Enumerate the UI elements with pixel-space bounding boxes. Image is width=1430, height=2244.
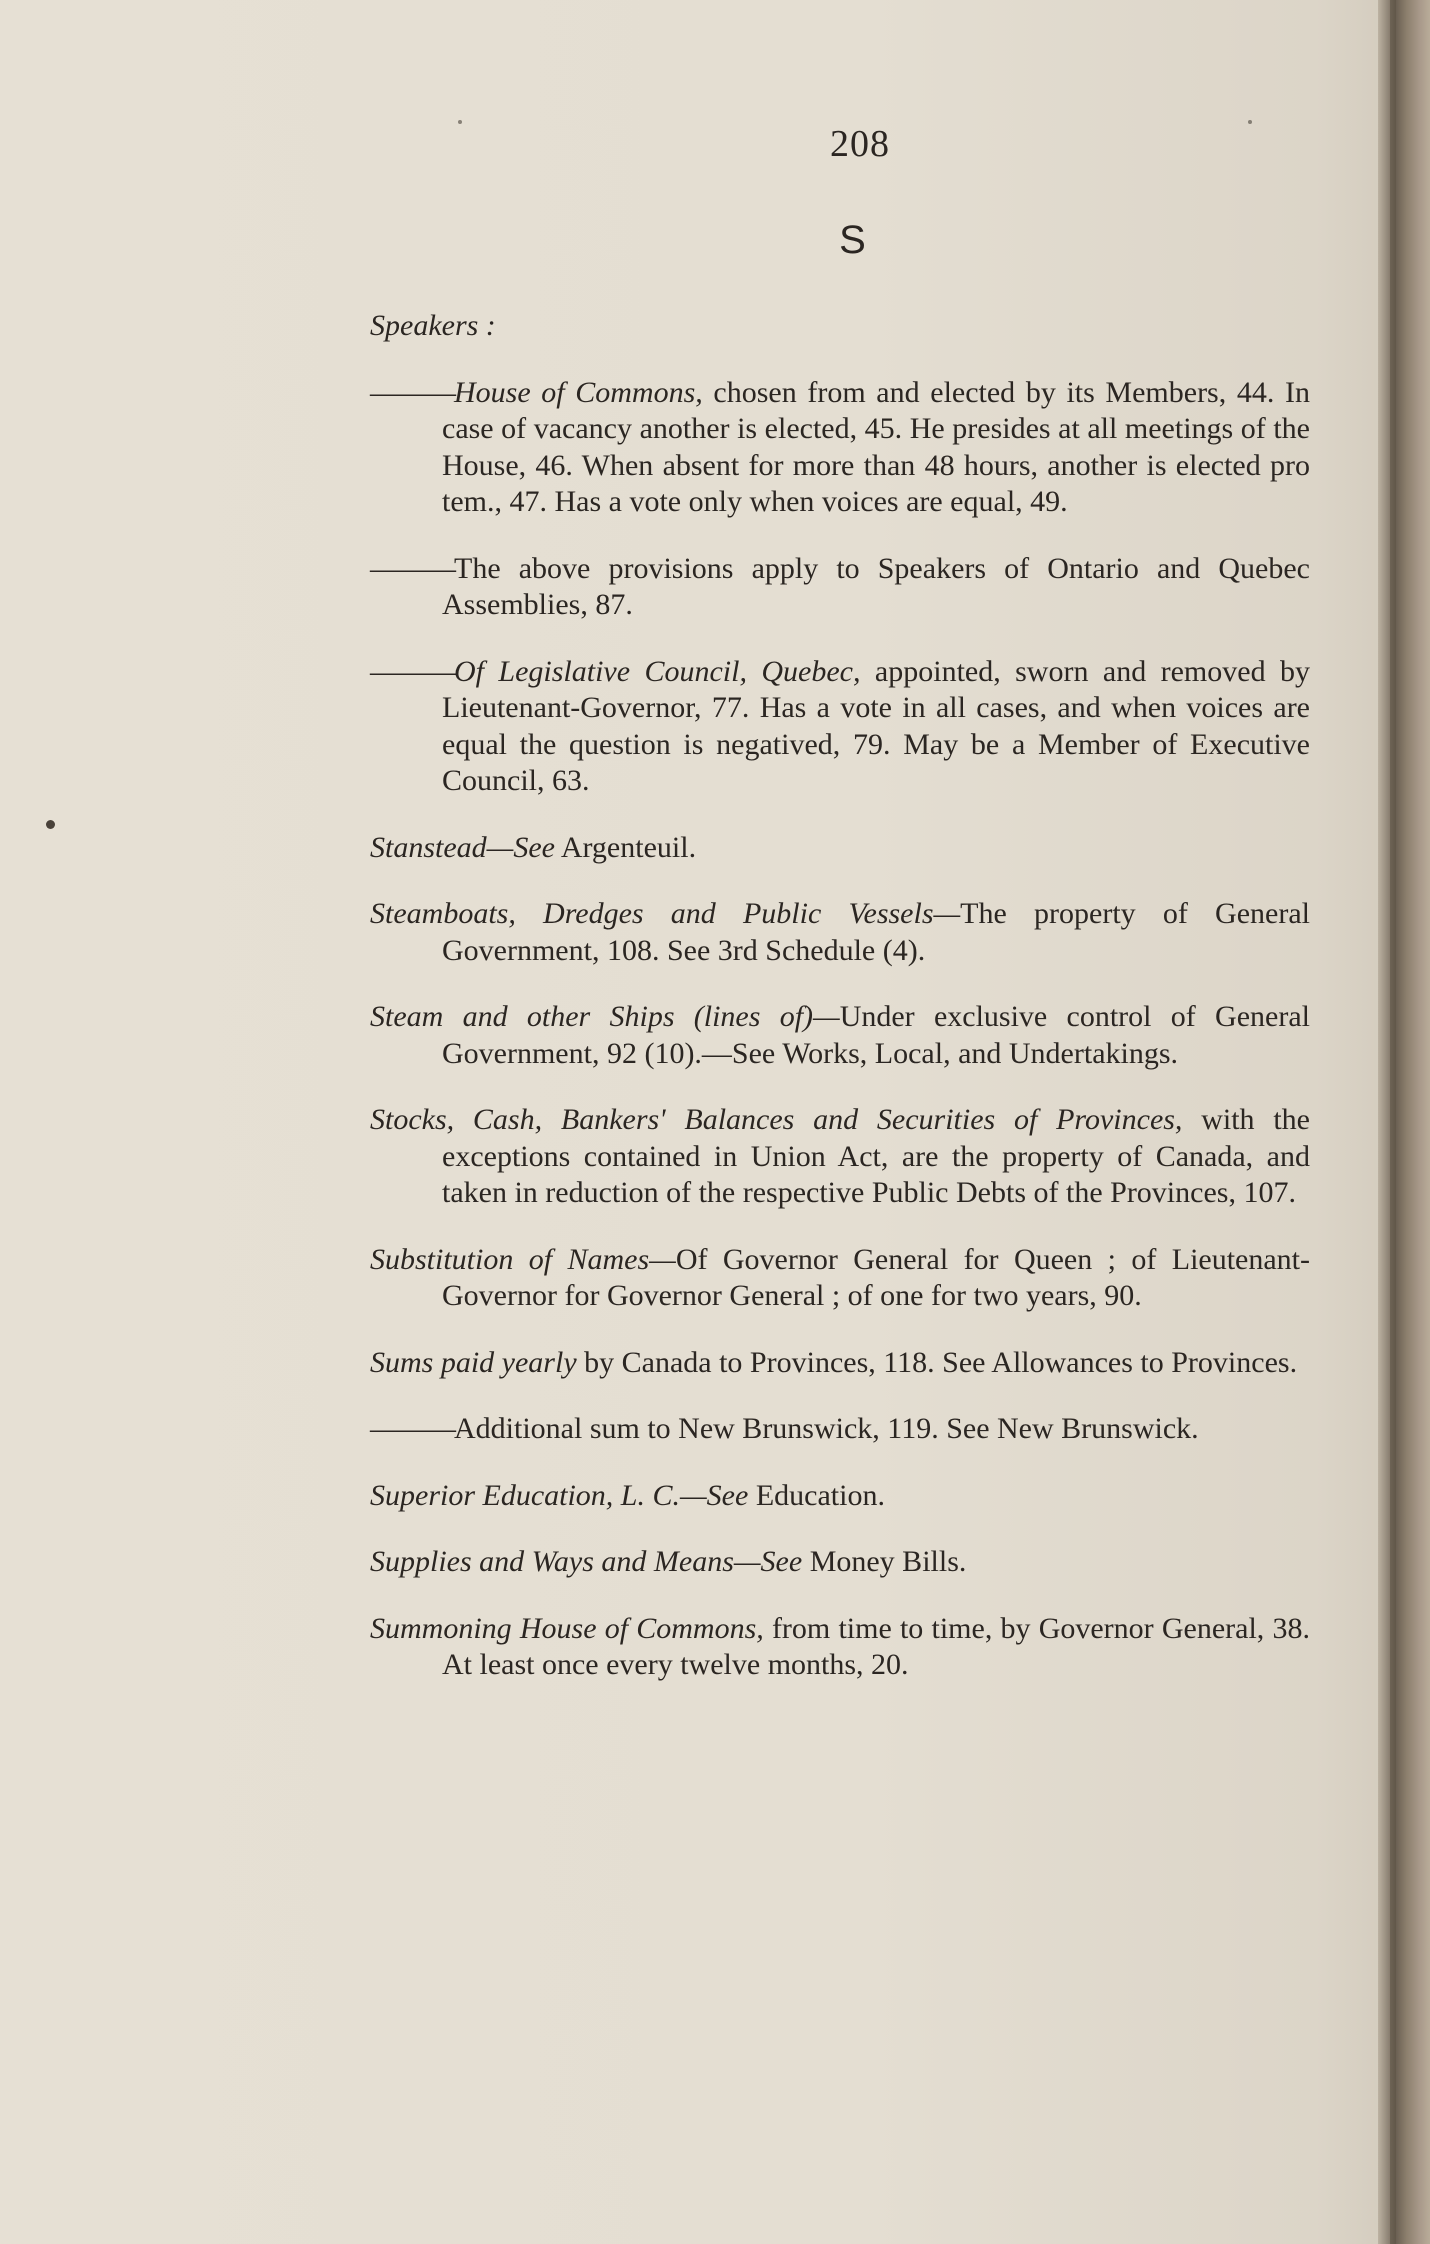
index-entries	[370, 278, 1310, 1704]
index-entry	[370, 1242, 1310, 1315]
entry-dash: ———	[370, 375, 454, 409]
entry-text: with the exceptions contained in Union Act, are the property of Canada, and taken in reduction of the respective Public Debts of the Provinces, 107.	[442, 1103, 1310, 1209]
entry-text: Education.	[748, 1478, 885, 1512]
index-entry	[370, 1544, 1310, 1581]
entry-text: The property of General Government, 108. See 3rd Schedule (4).	[442, 897, 1310, 967]
entry-term: Stanstead—See	[370, 830, 555, 864]
index-entry	[370, 308, 1310, 345]
entry-dash: ———	[370, 1412, 454, 1445]
index-entry	[370, 1102, 1310, 1212]
entry-term: Speakers :	[370, 309, 496, 342]
index-entry	[370, 999, 1310, 1072]
entry-term: Supplies and Ways and Means—See	[370, 1545, 803, 1578]
entry-text: Argenteuil.	[554, 830, 697, 864]
entry-text: appointed, sworn and removed by Lieutenant-Governor, 77. Has a vote in all cases, and when voices are equal the question is negatived, 79. May be a Member of Executive Council, 63.	[442, 654, 1310, 797]
page-number: 208	[830, 123, 890, 165]
index-subentry	[370, 1411, 1310, 1448]
entry-dash: ———	[370, 654, 454, 688]
index-entry	[370, 1478, 1310, 1515]
index-entry	[370, 1611, 1310, 1684]
entry-dash: ———	[370, 551, 454, 585]
entry-term: Summoning House of Commons,	[370, 1611, 764, 1645]
entry-term: House of Commons,	[454, 375, 703, 409]
entry-text: by Canada to Provinces, 118. See Allowances to Provinces.	[576, 1345, 1298, 1379]
entry-term: Of Legislative Council, Quebec,	[454, 654, 861, 688]
entry-text: from time to time, by Governor General, 38. At least once every twelve months, 20.	[442, 1611, 1310, 1681]
entry-term: Stocks, Cash, Bankers' Balances and Securities of Provinces,	[370, 1103, 1183, 1136]
entry-term: Steamboats, Dredges and Public Vessels—	[370, 897, 961, 930]
index-entry	[370, 1345, 1310, 1382]
entry-term: Sums paid yearly	[370, 1345, 577, 1379]
entry-text: Money Bills.	[802, 1545, 967, 1578]
book-spine	[1378, 0, 1430, 2244]
index-entry	[370, 830, 1310, 867]
index-subentry	[370, 551, 1310, 624]
page-speck	[46, 820, 55, 829]
index-subentry	[370, 654, 1310, 800]
entry-text: Additional sum to New Brunswick, 119. See New Brunswick.	[454, 1412, 1199, 1445]
section-letter-heading: S	[839, 218, 866, 262]
entry-term: Substitution of Names—	[370, 1242, 676, 1276]
entry-term: Steam and other Ships (lines of)—	[370, 1000, 840, 1033]
index-subentry	[370, 375, 1310, 521]
entry-text: chosen from and elected by its Members, 44. In case of vacancy another is elected, 45. He presides at all meetings of the House, 46. When absent for more than 48 hours, another is elected pro tem., 47. Has a vote only when voices are equal, 49.	[442, 375, 1310, 518]
entry-term: Superior Education, L. C.—See	[370, 1478, 749, 1512]
entry-text: The above provisions apply to Speakers of Ontario and Quebec Assemblies, 87.	[442, 551, 1310, 621]
index-entry	[370, 896, 1310, 969]
spine-shadow	[1390, 0, 1396, 2244]
entry-text: Under exclusive control of General Government, 92 (10).—See Works, Local, and Undertakings.	[442, 1000, 1310, 1070]
entry-text: Of Governor General for Queen ; of Lieutenant-Governor for Governor General ; of one for two years, 90.	[442, 1242, 1311, 1312]
